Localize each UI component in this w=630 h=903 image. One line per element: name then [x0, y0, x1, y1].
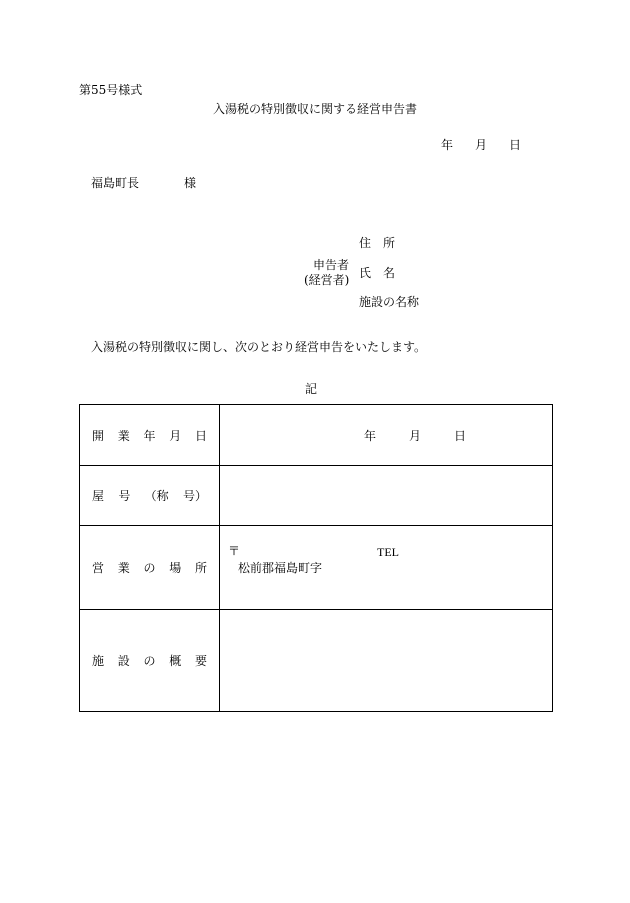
name-label: 氏 名 — [359, 266, 396, 280]
business-location-label: 営 業 の 場 所 — [80, 526, 220, 609]
table-row — [80, 405, 553, 466]
tel-label: TEL — [377, 545, 399, 560]
facility-name-label: 施設の名称 — [359, 295, 420, 309]
addressee-honorific: 様 — [184, 176, 197, 190]
month-label: 月 — [474, 138, 487, 152]
business-location-field[interactable] — [220, 526, 553, 609]
form-number: 第55号様式 — [79, 83, 143, 97]
opening-day-label: 日 — [453, 428, 466, 443]
ki-heading: 記 — [305, 382, 318, 396]
opening-month-label: 月 — [408, 428, 421, 443]
table-row — [80, 526, 553, 609]
day-label: 日 — [508, 138, 521, 152]
opening-date-label: 開 業 年 月 日 — [80, 405, 220, 466]
addressee-name: 福島町長 — [91, 176, 140, 190]
statement-text: 入湯税の特別徴収に関し、次のとおり経営申告をいたします。 — [91, 340, 427, 354]
year-label: 年 — [441, 138, 454, 152]
trade-name-label: 屋 号 （称 号） — [80, 466, 220, 526]
table-row — [80, 609, 553, 711]
declarant-sub-label: (経営者) — [304, 273, 350, 287]
table-row — [80, 466, 553, 526]
opening-date-field[interactable] — [220, 405, 553, 466]
postal-mark: 〒 — [228, 544, 241, 559]
trade-name-field[interactable] — [220, 466, 553, 526]
address-prefix: 松前郡福島町字 — [238, 561, 323, 576]
date-line — [441, 138, 521, 152]
facility-overview-field[interactable] — [220, 609, 553, 711]
declaration-table — [79, 404, 553, 712]
facility-overview-label: 施 設 の 概 要 — [80, 609, 220, 711]
declarant-label: 申告者 — [313, 258, 350, 272]
address-label: 住 所 — [359, 236, 396, 250]
document-title: 入湯税の特別徴収に関する経営申告書 — [212, 102, 417, 116]
opening-year-label: 年 — [364, 428, 377, 443]
